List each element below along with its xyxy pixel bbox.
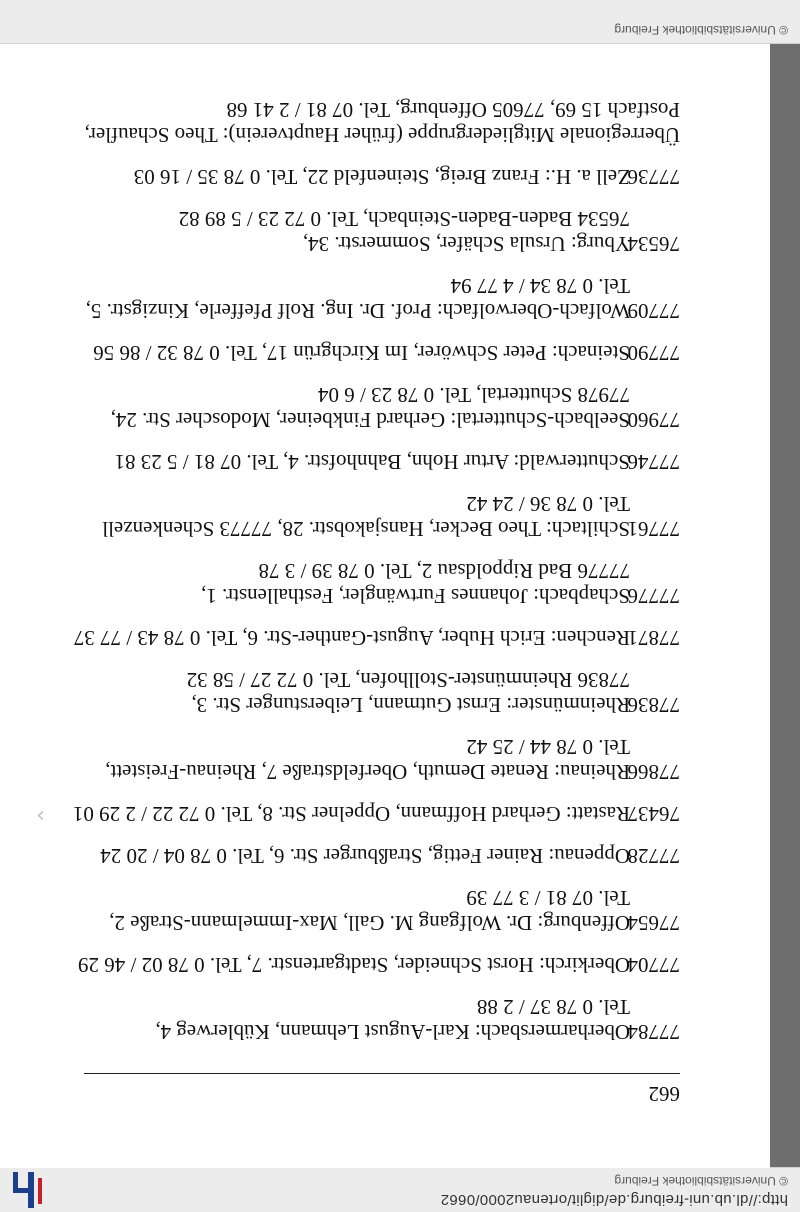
entry-text: 76534 Baden-Baden-Steinbach, Tel. 0 72 23 / 5 89 82 (178, 207, 630, 231)
member-group-list (72, 80, 680, 1044)
entry-line (80, 122, 680, 147)
entry-text: Rheinmünster: Ernst Gutmann, Leiberstunger Str. 3, (191, 693, 630, 717)
entry-text: Tel. 0 78 44 / 25 42 (466, 735, 630, 759)
entry-line (80, 97, 680, 122)
entry-text: Yburg: Ursula Schäfer, Sommerstr. 34, (302, 232, 630, 256)
entry-text: Wolfach-Oberwolfach: Prof. Dr. Ing. Rolf Pfefferle, Kinzigstr. 5, (85, 299, 630, 323)
page-url[interactable]: http://dl.ub.uni-freiburg.de/diglit/ortenau2000/0662 (440, 1191, 788, 1208)
entry-line (72, 801, 680, 826)
entry-text: Rastatt: Gerhard Hoffmann, Oppelner Str. 8, Tel. 0 72 22 / 2 29 01 (72, 802, 630, 826)
list-item (80, 734, 680, 784)
postal-code (630, 273, 680, 298)
list-item (80, 273, 680, 323)
postal-code (630, 491, 680, 516)
postal-code: 77871 (627, 626, 680, 650)
scanned-page (0, 44, 770, 1168)
entry-line (80, 407, 680, 432)
entry-line (80, 759, 680, 784)
entry-line (80, 885, 680, 910)
list-item (80, 885, 680, 935)
postal-code: 77776 (627, 584, 680, 608)
entry-text: 77978 Schuttertal, Tel. 0 78 23 / 6 04 (318, 383, 630, 407)
entry-line (80, 952, 680, 977)
viewer-footer-bar (0, 0, 800, 44)
list-item (80, 340, 680, 365)
page-number: 662 (648, 1082, 680, 1106)
postal-code: 77736 (627, 165, 680, 189)
header-rule (84, 1073, 680, 1074)
list-item (72, 801, 680, 826)
entry-text: 77776 Bad Rippoldsau 2, Tel. 0 78 39 / 3 78 (258, 559, 630, 583)
postal-code (630, 994, 680, 1019)
postal-code: 77866 (627, 760, 680, 784)
footer-credit: © Universitätsbibliothek Freiburg (614, 23, 788, 37)
entry-text: Oberkirch: Horst Schneider, Stadtgartenstr. 7, Tel. 0 78 02 / 46 29 (78, 953, 630, 977)
entry-text: Renchen: Erich Huber, August-Ganther-Str. 6, Tel. 0 78 43 / 77 37 (73, 626, 630, 650)
postal-code: 77709 (627, 299, 680, 323)
postal-code (630, 206, 680, 231)
postal-code (630, 885, 680, 910)
postal-code: 77960 (627, 408, 680, 432)
list-item (80, 449, 680, 474)
entry-line (73, 625, 680, 650)
chevron-right-icon[interactable]: › (36, 803, 45, 828)
entry-text: Tel. 0 78 37 / 2 88 (476, 995, 630, 1019)
entry-line (80, 491, 680, 516)
entry-text: Postfach 15 69, 77605 Offenburg, Tel. 07 81 / 2 41 68 (226, 98, 680, 122)
entry-text: Steinach: Peter Schwörer, Im Kirchgrün 17, Tel. 0 78 32 / 86 56 (93, 341, 630, 365)
entry-text: Oberharmersbach: Karl-August Lehmann, Küblerweg 4, (155, 1020, 630, 1044)
list-item (80, 558, 680, 608)
entry-text: Überregionale Mitgliedergruppe (früher Hauptverein): Theo Schaufler, (84, 123, 680, 147)
postal-code (630, 667, 680, 692)
entry-line (80, 667, 680, 692)
entry-text: Tel. 0 78 34 / 4 77 94 (450, 274, 630, 298)
list-item (80, 491, 680, 541)
list-item (80, 843, 680, 868)
entry-line (80, 994, 680, 1019)
postal-code: 77654 (627, 911, 680, 935)
entry-text: Offenburg: Dr. Wolfgang M. Gall, Max-Immelmann-Straße 2, (109, 911, 630, 935)
library-logo-icon (10, 1172, 54, 1208)
entry-text: 77836 Rheinmünster-Stollhofen, Tel. 0 72 27 / 58 32 (186, 668, 630, 692)
entry-text: Schapbach: Johannes Furtwängler, Festhallenstr. 1, (201, 584, 630, 608)
entry-text: Tel. 0 78 36 / 24 42 (466, 492, 630, 516)
entry-line (80, 692, 680, 717)
postal-code: 76437 (627, 802, 680, 826)
entry-text: Seelbach-Schuttertal: Gerhard Finkbeiner, Modoscher Str. 24, (110, 408, 630, 432)
entry-text: Schutterwald: Artur Hohn, Bahnhofstr. 4, Tel. 07 81 / 5 23 81 (114, 450, 630, 474)
postal-code: 76534 (627, 232, 680, 256)
entry-text: Rheinau: Renate Demuth, Oberfeldstraße 7, Rheinau-Freistett, (105, 760, 630, 784)
postal-code: 77836 (627, 693, 680, 717)
list-item (80, 164, 680, 189)
postal-code: 77790 (627, 341, 680, 365)
entry-line (80, 843, 680, 868)
entry-line (80, 273, 680, 298)
list-item (80, 382, 680, 432)
postal-code: 77746 (627, 450, 680, 474)
postal-code: 77761 (627, 517, 680, 541)
entry-line (80, 734, 680, 759)
postal-code: 77784 (627, 1020, 680, 1044)
list-item (73, 625, 680, 650)
postal-code: 77728 (627, 844, 680, 868)
entry-line (80, 583, 680, 608)
entry-text: Tel. 07 81 / 3 77 39 (466, 886, 630, 910)
entry-line (80, 164, 680, 189)
entry-text: Schiltach: Theo Becker, Hansjakobstr. 28, 77773 Schenkenzell (102, 517, 630, 541)
entry-line (80, 298, 680, 323)
entry-line (80, 1019, 680, 1044)
postal-code (630, 734, 680, 759)
postal-code (630, 558, 680, 583)
copyright-credit: © Universitätsbibliothek Freiburg (614, 1174, 788, 1188)
entry-line (80, 340, 680, 365)
entry-text: Zell a. H.: Franz Breig, Steinenfeld 22, Tel. 0 78 35 / 16 03 (133, 165, 630, 189)
entry-line (80, 558, 680, 583)
list-item (80, 97, 680, 147)
postal-code: 77704 (627, 953, 680, 977)
entry-line (80, 516, 680, 541)
postal-code (630, 382, 680, 407)
entry-line (80, 382, 680, 407)
entry-text: Oppenau: Rainer Fettig, Straßburger Str. 6, Tel. 0 78 04 / 20 24 (100, 844, 630, 868)
list-item (80, 206, 680, 256)
list-item (80, 994, 680, 1044)
entry-line (80, 231, 680, 256)
entry-line (80, 449, 680, 474)
entry-line (80, 910, 680, 935)
list-item (80, 667, 680, 717)
entry-line (80, 206, 680, 231)
list-item (80, 952, 680, 977)
viewer-header-bar (0, 1167, 800, 1212)
